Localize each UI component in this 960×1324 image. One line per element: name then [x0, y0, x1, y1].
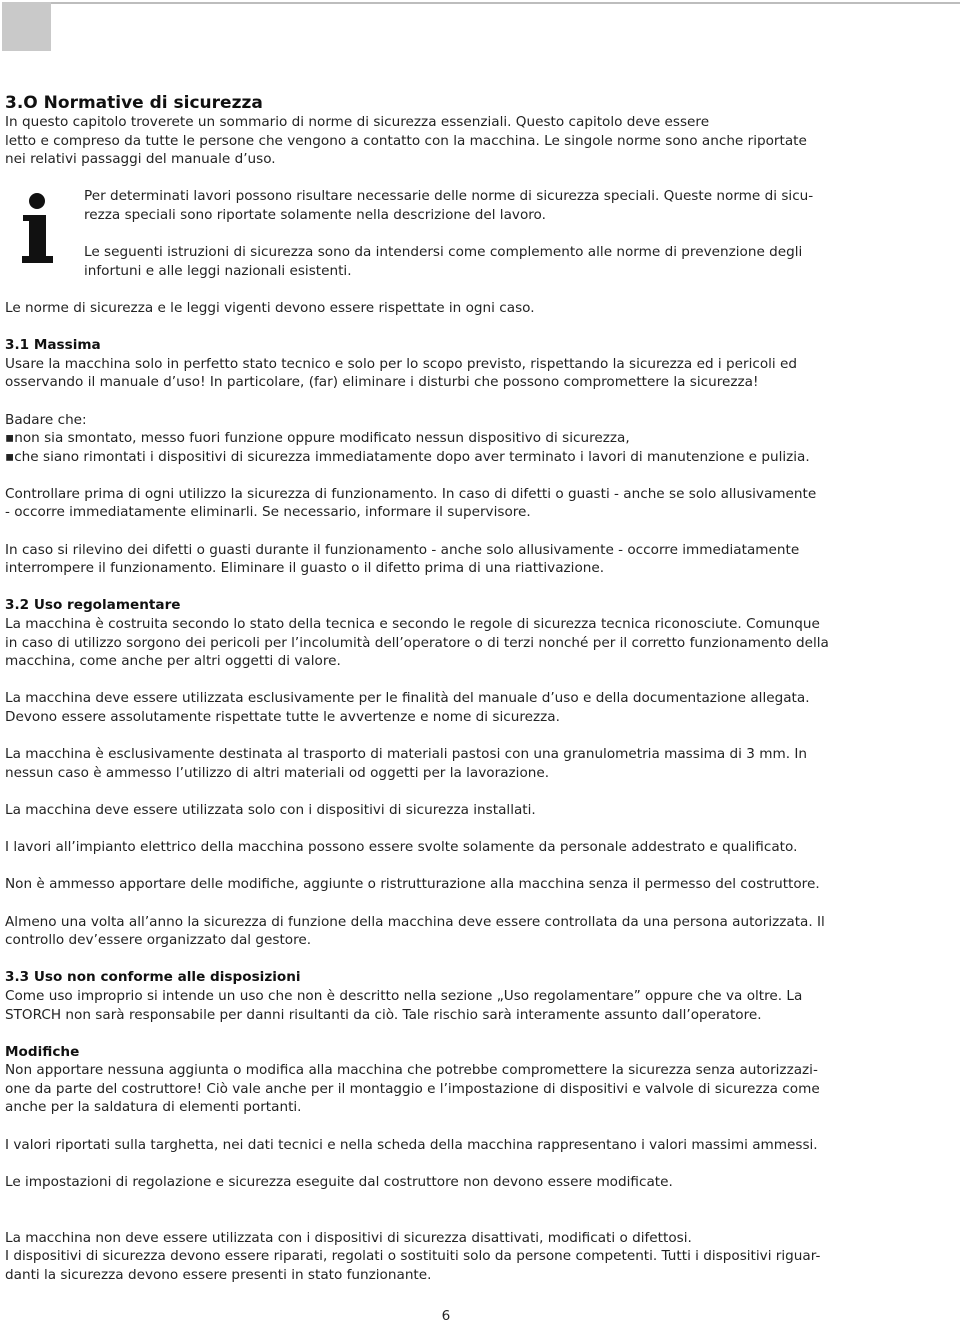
non-conforme-heading: 3.3 Uso non conforme alle disposizioni [5, 969, 301, 986]
page-content [5, 93, 895, 1284]
info-icon [17, 193, 57, 265]
bullet-item: ▪non sia smontato, messo fuori funzione oppure modificato nessun dispositivo di sicurezza, [5, 430, 630, 447]
uso-text: La macchina deve essere utilizzata solo con i dispositivi di sicurezza installati. [5, 801, 536, 818]
modifiche-text: Le impostazioni di regolazione e sicurezza eseguite dal costruttore non devono essere modificate. [5, 1173, 673, 1190]
uso-text: Almeno una volta all’anno la sicurezza di funzione della macchina deve essere controllata da una persona autorizzata. Il [5, 913, 825, 930]
info-text: infortuni e alle leggi nazionali esistenti. [84, 262, 352, 279]
intro-line: letto e compreso da tutte le persone che vengono a contatto con la macchina. Le singole norme sono anche riportate [5, 132, 807, 149]
massima-heading: 3.1 Massima [5, 337, 101, 354]
modifiche-text: anche per la saldatura di elementi portanti. [5, 1099, 302, 1116]
uso-heading: 3.2 Uso regolamentare [5, 597, 181, 614]
modifiche-text: one da parte del costruttore! Ciò vale anche per il montaggio e l’impostazione di dispositivi e valvole di sicurezza come [5, 1080, 820, 1097]
uso-text: La macchina deve essere utilizzata esclusivamente per le finalità del manuale d’uso e della documentazione allegata. [5, 690, 810, 707]
massima-text: Usare la macchina solo in perfetto stato tecnico e solo per lo scopo previsto, rispettando la sicurezza ed i pericoli ed [5, 355, 798, 372]
uso-text: controllo dev’essere organizzato dal gestore. [5, 932, 312, 949]
info-text: rezza speciali sono riportate solamente nella descrizione del lavoro. [84, 206, 546, 223]
page-number: 6 [441, 1308, 451, 1324]
uso-text: I lavori all’impianto elettrico della macchina possono essere svolte solamente da personale addestrato e qualificato. [5, 839, 798, 856]
uso-text: Devono essere assolutamente rispettate tutte le avvertenze e nome di sicurezza. [5, 709, 560, 725]
massima-text: osservando il manuale d’uso! In particolare, (far) eliminare i disturbi che possono compromettere la sicurezza! [5, 374, 759, 391]
non-conforme-text: STORCH non sarà responsabile per danni risultanti da ciò. Tale rischio sarà interamente assunto dall’operatore. [5, 1006, 762, 1023]
controllare-text: Controllare prima di ogni utilizzo la sicurezza di funzionamento. In caso di difetti o guasti - anche se solo allusivamente [5, 485, 817, 502]
info-text: Per determinati lavori possono risultare necessarie delle norme di sicurezza speciali. Queste norme di sicu- [84, 188, 814, 205]
info-text: Le seguenti istruzioni di sicurezza sono da intendersi come complemento alle norme di prevenzione degli [84, 244, 803, 261]
uso-text: macchina, come anche per altri oggetti di valore. [5, 653, 341, 670]
modifiche-text: I valori riportati sulla targhetta, nei dati tecnici e nella scheda della macchina rappresentano i valori massimi ammessi. [5, 1136, 818, 1153]
uso-text: Non è ammesso apportare delle modifiche, aggiunte o ristrutturazione alla macchina senza il permesso del costruttore. [5, 876, 820, 893]
modifiche-text: La macchina non deve essere utilizzata con i dispositivi di sicurezza disattivati, modificati o difettosi. [5, 1229, 692, 1246]
uso-text: La macchina è esclusivamente destinata al trasporto di materiali pastosi con una granulometria massima di 3 mm. In [5, 746, 807, 763]
uso-text: nessun caso è ammesso l’utilizzo di altri materiali od oggetti per la lavorazione. [5, 764, 550, 781]
modifiche-text: I dispositivi di sicurezza devono essere riparati, regolati o sostituiti solo da persone competenti. Tutti i dispositivi riguar- [5, 1248, 821, 1265]
header-rule [51, 2, 960, 4]
non-conforme-text: Come uso improprio si intende un uso che non è descritto nella sezione „Uso regolamentare” oppure che va oltre. La [5, 987, 803, 1004]
uso-text: La macchina è costruita secondo lo stato della tecnica e secondo le regole di sicurezza tecnica riconosciute. Comunque [5, 616, 820, 633]
incaso-text: In caso si rilevino dei difetti o guasti durante il funzionamento - anche solo allusivamente - occorre immediatamente [5, 541, 800, 558]
controllare-text: - occorre immediatamente eliminarli. Se necessario, informare il supervisore. [5, 504, 531, 521]
info-box [5, 187, 895, 280]
modifiche-text: Non apportare nessuna aggiunta o modifica alla macchina che potrebbe compromettere la sicurezza senza autorizzazi- [5, 1062, 818, 1079]
modifiche-text: danti la sicurezza devono essere presenti in stato funzionante. [5, 1266, 432, 1283]
incaso-text: interrompere il funzionamento. Eliminare il guasto o il difetto prima di una riattivazione. [5, 560, 605, 577]
badare-label: Badare che: [5, 411, 87, 428]
modifiche-heading: Modifiche [5, 1043, 80, 1060]
section-heading: 3.O Normative di sicurezza [5, 93, 263, 113]
uso-text: in caso di utilizzo sorgono dei pericoli per l’incolumità dell’operatore o di terzi nonché per il corretto funzionamento della [5, 634, 829, 651]
intro-line: In questo capitolo troverete un sommario di norme di sicurezza essenziali. Questo capitolo deve essere [5, 114, 710, 130]
rule-line: Le norme di sicurezza e le leggi vigenti devono essere rispettate in ogni caso. [5, 299, 535, 316]
bullet-item: ▪che siano rimontati i dispositivi di sicurezza immediatamente dopo aver terminato i lavori di manutenzione e pulizia. [5, 448, 810, 465]
header-tab [2, 2, 51, 51]
intro-line: nei relativi passaggi del manuale d’uso. [5, 151, 276, 168]
